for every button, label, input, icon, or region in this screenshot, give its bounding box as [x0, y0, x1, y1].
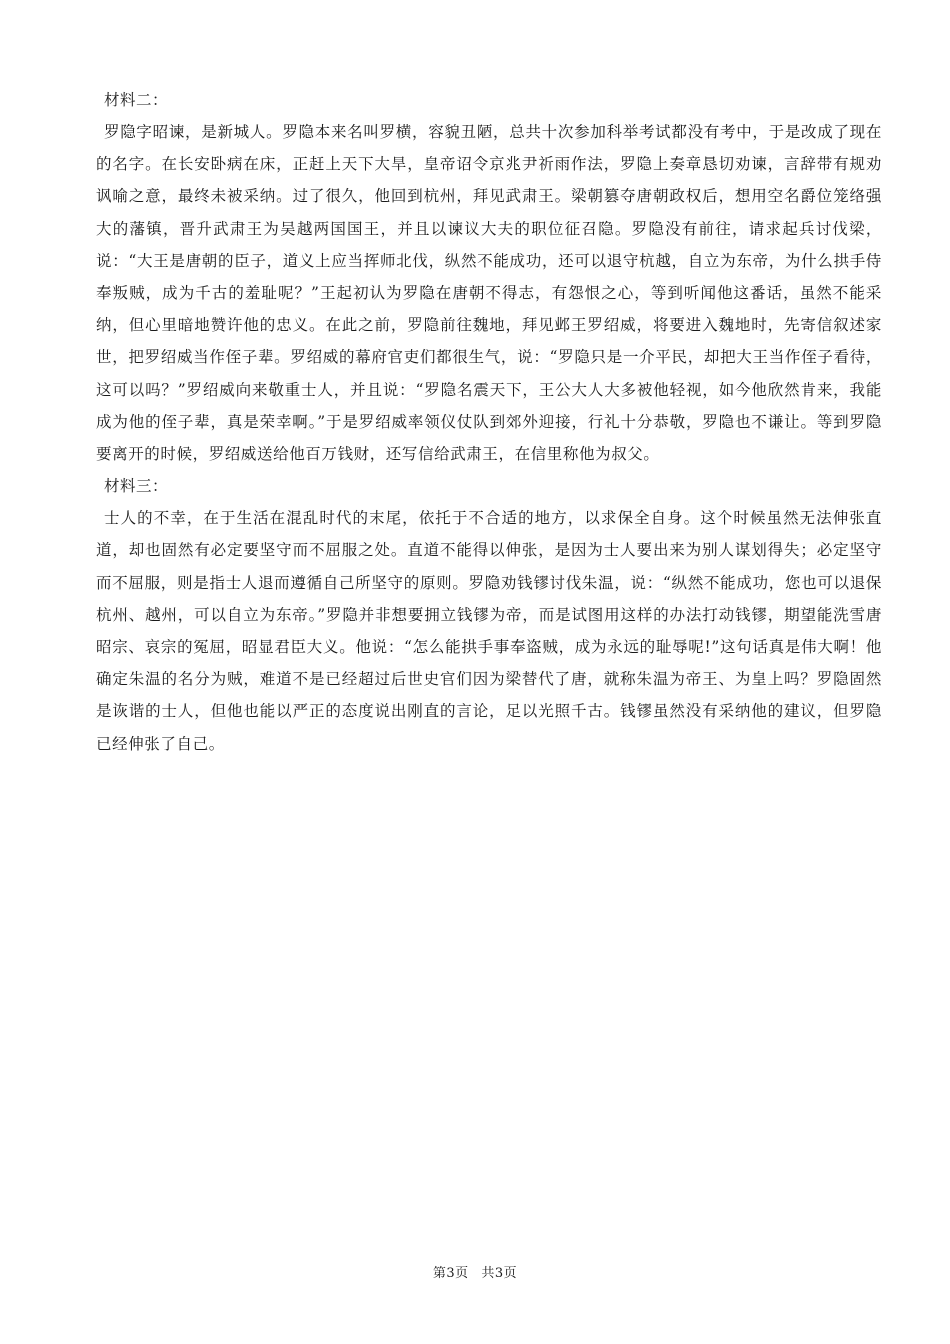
document-body	[96, 84, 882, 760]
page-number-total: 共3页	[481, 1266, 518, 1281]
material-3-paragraph: 士人的不幸，在于生活在混乱时代的末尾，依托于不合适的地方，以求保全自身。这个时候虽然无法伸张直道，却也固然有必定要坚守而不屈服之处。直道不能得以伸张，是因为士人要出来为别人谋划得失；必定坚守而不屈服，则是指士人退而遵循自己所坚守的原则。罗隐劝钱镠讨伐朱温，说：“纵然不能成功，您也可以退保杭州、越州，可以自立为东帝。”罗隐并非想要拥立钱镠为帝，而是试图用这样的办法打动钱镠，期望能洗雪唐昭宗、哀宗的冤屈，昭显君臣大义。他说：“怎么能拱手事奉盗贼，成为永远的耻辱呢!”这句话真是伟大啊！他确定朱温的名分为贼，难道不是已经超过后世史官们因为梁替代了唐，就称朱温为帝王、为皇上吗？罗隐固然是诙谐的士人，但他也能以严正的态度说出刚直的言论，足以光照千古。钱镠虽然没有采纳他的建议，但罗隐已经伸张了自己。	[96, 509, 882, 753]
material-2-paragraph: 罗隐字昭谏，是新城人。罗隐本来名叫罗横，容貌丑陋，总共十次参加科举考试都没有考中，于是改成了现在的名字。在长安卧病在床，正赶上天下大旱，皇帝诏令京兆尹祈雨作法，罗隐上奏章恳切劝谏，言辞带有规劝讽喻之意，最终未被采纳。过了很久，他回到杭州，拜见武肃王。梁朝篡夺唐朝政权后，想用空名爵位笼络强大的藩镇，晋升武肃王为吴越两国国王，并且以谏议大夫的职位征召隐。罗隐没有前往，请求起兵讨伐梁，说：“大王是唐朝的臣子，道义上应当挥师北伐，纵然不能成功，还可以退守杭越，自立为东帝，为什么拱手侍奉叛贼，成为千古的羞耻呢？”王起初认为罗隐在唐朝不得志，有怨恨之心，等到听闻他这番话，虽然不能采纳，但心里暗地赞许他的忠义。在此之前，罗隐前往魏地，拜见邺王罗绍威，将要进入魏地时，先寄信叙述家世，把罗绍威当作侄子辈。罗绍威的幕府官吏们都很生气，说：“罗隐只是一介平民，却把大王当作侄子看待，这可以吗？”罗绍威向来敬重士人，并且说：“罗隐名震天下，王公大人大多被他轻视，如今他欣然肯来，我能成为他的侄子辈，真是荣幸啊。”于是罗绍威率领仪仗队到郊外迎接，行礼十分恭敬，罗隐也不谦让。等到罗隐要离开的时候，罗绍威送给他百万钱财，还写信给武肃王，在信里称他为叔父。	[96, 123, 882, 464]
material-2-heading: 材料二：	[104, 91, 169, 109]
page-number-current: 第3页	[432, 1266, 469, 1281]
page-footer	[0, 1264, 950, 1284]
material-3-heading: 材料三：	[104, 477, 169, 496]
